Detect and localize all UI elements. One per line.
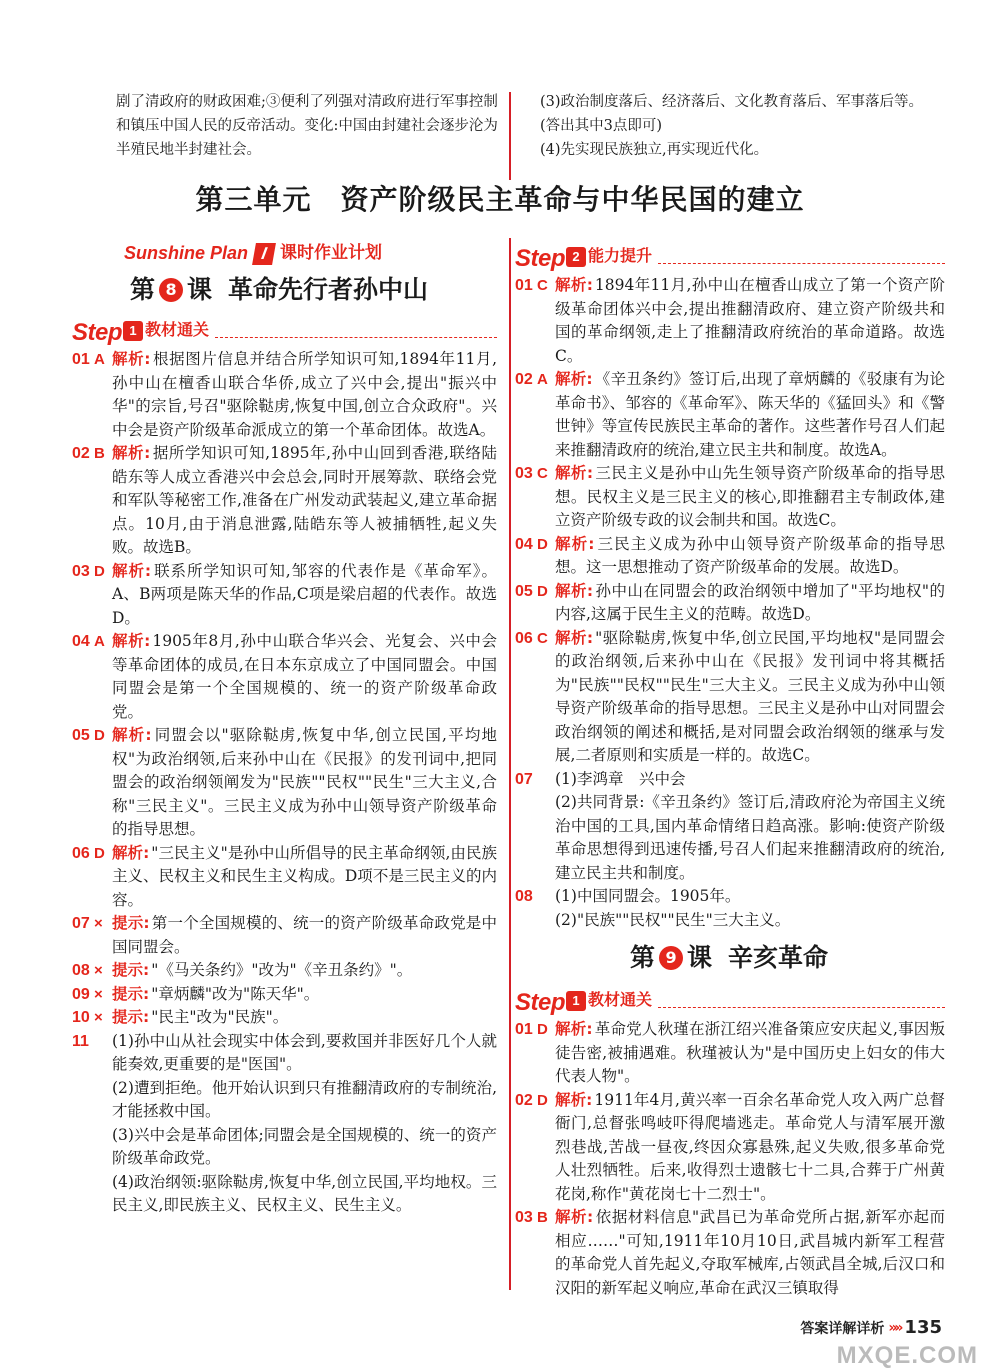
lesson-title [630,943,945,973]
sub-answer: (1)孙中山从社会现实中体会到,要救国并非医好几个人就能奏效,更重要的是"医国"。 [112,1031,497,1073]
answer-text: 革命党人秋瑾在浙江绍兴准备策应安庆起义,事因叛徒告密,被捕遇难。秋瑾被认为"是中国历史上妇女的伟大代表人物"。 [555,1020,945,1085]
step-word: Step [72,318,123,346]
answer-label: 解析: [555,464,594,482]
question-number: 06 [515,629,533,647]
answer-label: 提示: [112,914,150,932]
plan-name: Sunshine Plan [124,243,249,264]
question-number: 03 [515,465,533,482]
answer-body [112,630,497,724]
answer-item [515,274,945,368]
answer-choice: C [537,277,548,294]
answer-item [72,348,497,442]
answer-text: "民主"改为"民族"。 [151,1008,289,1026]
answer-body [555,1206,945,1300]
footer-arrows: »» [888,1319,901,1336]
answer-label: 解析: [112,444,151,462]
answer-item [515,768,945,886]
answer-text: 依据材料信息"武昌已为革命党所占据,新军亦起而相应……"可知,1911年10月10日,武昌城内新军工程营的革命党人首先起义,夺取军械库,占领武昌全城,后汉口和汉阳的新军起义响应,革命在武汉三镇取得 [555,1208,945,1297]
answer-body [555,580,945,627]
answer-body [112,983,497,1007]
answer-label: 解析: [555,1020,593,1038]
question-number: 06 [72,844,90,862]
answer-body [112,1006,497,1030]
answer-list [515,1018,945,1300]
sub-answer: (2)共同背景:《辛丑条约》签订后,清政府沦为帝国主义统治中国的工具,国内革命情绪日趋高涨。影响:使资产阶级革命思想得到迅速传播,号召人们起来推翻清政府的统治,建立民主共和制度。 [555,793,945,882]
answer-item [72,842,497,913]
answer-text: 三民主义成为孙中山领导资产阶级革命的指导思想。这一思想推动了资产阶级革命的发展。故选D。 [555,534,945,576]
plan-banner [124,236,497,272]
answer-item [515,580,945,627]
plan-logo: I [252,243,276,265]
answer-text: 据所学知识可知,1895年,孙中山回到香港,联络陆皓东等人成立香港兴中会总会,同时开展筹款、联络会党和军队等秘密工作,准备在广州发动武装起义,建立革命据点。10月,由于消息泄露,陆皓东等人被捕牺牲,起义失败。故选B。 [112,444,497,556]
answer-item [515,1089,945,1207]
answer-body [112,348,497,442]
answer-text: "三民主义"是孙中山所倡导的民主革命纲领,由民族主义、民权主义和民生主义构成。D项不是三民主义的内容。 [112,843,498,909]
answer-body [555,1018,945,1089]
lesson-number: 8 [159,278,183,302]
top-right-line: (4)先实现民族独立,再实现近代化。 [540,142,769,158]
question-number: 04 [72,633,90,650]
step-number: 1 [566,991,586,1011]
answer-choice: A [94,351,105,368]
step-banner [72,312,497,344]
answer-label: 解析: [555,581,594,600]
answer-label: 提示: [112,961,150,979]
question-number: 09 [72,985,90,1003]
answer-text: 孙中山在同盟会的政治纲领中增加了"平均地权"的内容,这属于民生主义的范畴。故选D。 [555,581,946,623]
answer-label: 提示: [112,1008,150,1026]
answer-item [515,533,945,580]
lesson-prefix: 第 [630,943,656,973]
question-number: 04 [515,535,533,553]
answer-text: 根据图片信息并结合所学知识可知,1894年11月,孙中山在檀香山联合华侨,成立了兴中会,提出"振兴中华"的宗旨,号召"驱除鞑虏,恢复中国,创立合众政府"。兴中会是资产阶级革命派成立的第一个革命团体。故选A。 [112,350,497,439]
answer-body [555,368,945,462]
answer-choice: × [94,1009,103,1026]
answer-text: "《马关条约》"改为"《辛丑条约》"。 [151,961,413,979]
lesson-number: 9 [659,946,683,970]
answer-text: "章炳麟"改为"陈天华"。 [151,984,320,1003]
right-column [515,236,945,1300]
question-number: 02 [515,371,533,388]
answer-choice: D [537,582,548,600]
answer-item [72,1030,497,1218]
answer-choice: B [537,1209,548,1226]
lesson-suffix: 课 [187,275,213,305]
lesson-prefix: 第 [130,275,156,305]
answer-choice: D [537,1091,548,1109]
sub-answer: (2)遭到拒绝。他开始认识到只有推翻清政府的专制统治,才能拯救中国。 [112,1078,497,1120]
answer-text: 同盟会以"驱除鞑虏,恢复中华,创立民国,平均地权"为政治纲领,后来孙中山在《民报》的发刊词中,把同盟会的政治纲领阐发为"民族""民权""民生"三大主义,合称"三民主义"。三民主义成为孙中山领导资产阶级革命的指导思想。 [112,726,497,838]
top-divider [509,92,511,180]
answer-choice: × [94,915,103,932]
answer-label: 解析: [555,276,593,294]
answer-choice: A [537,371,548,388]
answer-choice: D [537,535,548,553]
answer-label: 解析: [555,370,593,388]
answer-label: 解析: [555,628,594,647]
answer-body [555,1089,945,1207]
left-column [72,236,497,1218]
answer-label: 解析: [112,561,152,580]
sub-answer: (3)兴中会是革命团体;同盟会是全国规模的、统一的资产阶级革命政党。 [112,1125,497,1167]
answer-choice: × [94,985,103,1003]
answer-label: 解析: [555,1208,594,1226]
footer-label: 答案详解详析 [800,1320,885,1337]
answer-list [515,274,945,932]
answer-text: 三民主义是孙中山先生领导资产阶级革命的指导思想。民权主义是三民主义的核心,即推翻君主专制政体,建立资产阶级专政的议会制共和国。故选C。 [555,464,945,529]
question-number: 10 [72,1009,90,1026]
question-number: 05 [72,727,90,744]
step-divider [658,1007,945,1008]
answer-list [72,348,497,1218]
step-title: 教材通关 [588,989,653,1009]
answer-body [112,442,497,560]
answer-label: 提示: [112,984,150,1003]
page-footer [800,1317,942,1338]
answer-body [555,533,945,580]
answer-text: 1894年11月,孙中山在檀香山成立了第一个资产阶级革命团体兴中会,提出推翻清政府、建立资产阶级共和国的革命纲领,走上了推翻清政府统治的革命道路。故选C。 [555,276,945,365]
answer-item [72,983,497,1007]
step-word: Step [515,988,566,1016]
question-number: 08 [72,962,90,979]
sub-answer: (1)中国同盟会。1905年。 [555,887,741,905]
step-word: Step [515,244,566,272]
question-number: 02 [72,445,90,462]
step-divider [215,337,497,338]
step-banner [515,238,945,270]
answer-choice: C [537,629,548,647]
answer-choice: D [94,562,105,580]
question-number: 01 [515,1021,533,1038]
lesson-name: 革命先行者孙中山 [228,275,429,305]
answer-item [515,368,945,462]
top-left-continuation: 剧了清政府的财政困难;③便利了列强对清政府进行军事控制和镇压中国人民的反帝活动。变化:中国由封建社会逐步沦为半殖民地半封建社会。 [116,94,498,158]
answer-choice: D [94,727,105,744]
top-right-continuation [540,90,940,162]
answer-choice: B [94,445,105,462]
answer-label: 解析: [112,350,151,368]
step-number: 2 [566,247,586,267]
answer-label: 解析: [112,632,151,650]
answer-body [555,768,945,886]
answer-text: "驱除鞑虏,恢复中华,创立民国,平均地权"是同盟会的政治纲领,后来孙中山在《民报》发刊词中将其概括为"民族""民权""民生"三大主义。三民主义成为孙中山领导资产阶级革命的指导思想。三民主义是孙中山对同盟会政治纲领的阐述和概括,是对同盟会政治纲领的继承与发展,二者原则和实质是一样的。故选C。 [555,628,945,764]
answer-item [72,959,497,983]
page-number: 135 [904,1317,942,1338]
step-title: 教材通关 [145,319,210,339]
answer-label: 解析: [555,1090,593,1109]
answer-item [72,1006,497,1030]
answer-item [72,724,497,842]
answer-item [515,1206,945,1300]
lesson-suffix: 课 [687,943,713,973]
top-right-line: (3)政治制度落后、经济落后、文化教育落后、军事落后等。(答出其中3点即可) [540,94,924,134]
watermark: MXQE.COM [836,1342,978,1369]
answer-item [515,1018,945,1089]
answer-body [112,560,497,631]
answer-choice: D [537,1021,548,1038]
unit-title: 第三单元 资产阶级民主革命与中华民国的建立 [195,183,805,216]
answer-label: 解析: [112,726,152,744]
answer-body [112,842,497,913]
answer-item [72,442,497,560]
answer-item [72,630,497,724]
answer-choice: A [94,633,105,650]
answer-choice: × [94,962,103,979]
answer-body [112,912,497,959]
plan-title: 课时作业计划 [280,243,383,264]
question-number: 01 [72,351,90,368]
answer-body [112,1030,497,1218]
answer-body [555,274,945,368]
answer-body [112,959,497,983]
answer-label: 解析: [555,534,595,553]
answer-choice: C [537,465,548,482]
answer-label: 解析: [112,843,150,862]
answer-item [515,885,945,932]
sub-answer: (4)政治纲领:驱除鞑虏,恢复中华,创立民国,平均地权。三民主义,即民族主义、民权主义、民生主义。 [112,1172,497,1214]
lesson-name: 辛亥革命 [728,943,829,973]
answer-text: 《辛丑条约》签订后,出现了章炳麟的《驳康有为论革命书》、邹容的《革命军》、陈天华的《猛回头》和《警世钟》等宣传民族民主革命的著作。这些著作号召人们起来推翻清政府的统治,建立民主共和制度。故选A。 [555,370,945,459]
answer-item [515,462,945,533]
question-number: 07 [72,915,90,932]
sub-answer: (1)李鸿章 兴中会 [555,769,686,788]
step-banner [515,982,945,1014]
question-number: 01 [515,277,533,294]
answer-item [72,912,497,959]
answer-body [555,462,945,533]
question-number: 07 [515,770,533,788]
step-divider [658,263,945,264]
answer-body [555,627,945,768]
answer-text: 1905年8月,孙中山联合华兴会、光复会、兴中会等革命团体的成员,在日本东京成立了中国同盟会。中国同盟会是第一个全国规模的、统一的资产阶级革命政党。 [112,632,497,721]
step-title: 能力提升 [588,245,653,265]
question-number: 03 [72,562,90,580]
answer-item [72,560,497,631]
answer-text: 第一个全国规模的、统一的资产阶级革命政党是中国同盟会。 [112,914,497,956]
question-number: 11 [72,1032,89,1050]
answer-text: 1911年4月,黄兴率一百余名革命党人攻入两广总督衙门,总督张鸣岐吓得爬墙逃走。革命党人与清军展开激烈巷战,苦战一昼夜,终因众寡悬殊,起义失败,很多革命党人壮烈牺牲。后来,收得烈士遗骸七十二具,合葬于广州黄花岗,称作"黄花岗七十二烈士"。 [555,1090,945,1203]
sub-answer: (2)"民族""民权""民生"三大主义。 [555,910,791,929]
column-divider [509,238,511,1290]
question-number: 02 [515,1091,533,1109]
question-number: 08 [515,888,533,905]
answer-text: 联系所学知识可知,邹容的代表作是《革命军》。A、B两项是陈天华的作品,C项是梁启超的代表作。故选D。 [112,561,497,627]
lesson-title [130,275,497,305]
step-number: 1 [123,321,143,341]
answer-body [555,885,945,932]
answer-item [515,627,945,768]
answer-choice: D [94,844,105,862]
question-number: 03 [515,1209,533,1226]
answer-body [112,724,497,842]
question-number: 05 [515,582,533,600]
